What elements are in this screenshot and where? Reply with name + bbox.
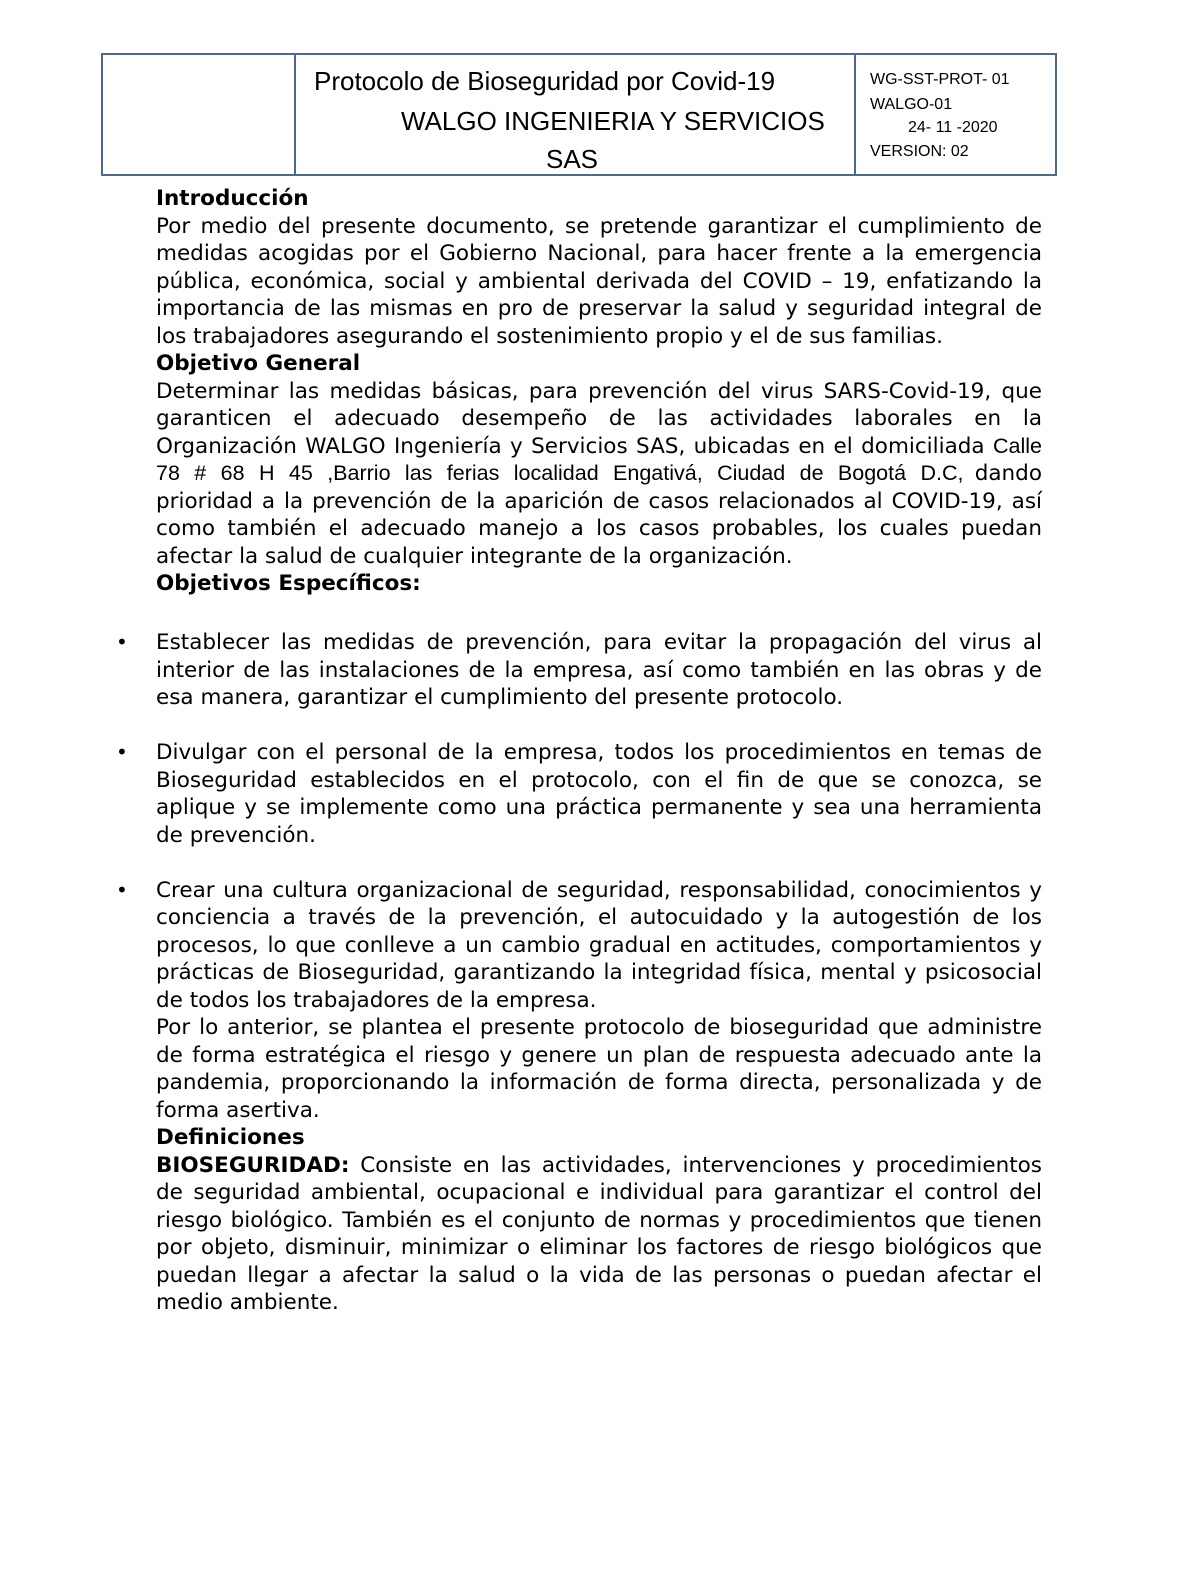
- list-item-text: Divulgar con el personal de la empresa, todos los procedimientos en temas de Bioseguridad establecidos en el protocolo, con el fin de que se conozca, se aplique y se implemente como una práctica permanente y sea una herramienta de prevención.: [156, 740, 1042, 848]
- general-objective-paragraph: [156, 378, 1042, 571]
- definition-term: BIOSEGURIDAD:: [156, 1152, 350, 1178]
- logo-cell: [103, 55, 296, 174]
- intro-paragraph: Por medio del presente documento, se pretende garantizar el cumplimiento de medidas acogidas por el Gobierno Nacional, para hacer frente a la emergencia pública, económica, social y ambiental derivada del COVID – 19, enfatizando la importancia de las mismas en pro de preservar la salud y seguridad integral de los trabajadores asegurando el sostenimiento propio y el de sus familias.: [156, 213, 1042, 349]
- list-item-text: Establecer las medidas de prevención, para evitar la propagación del virus al interior de las instalaciones de la empresa, así como también en las obras y de esa manera, garantizar el cumplimiento del presente protocolo.: [156, 630, 1042, 710]
- document-header-table: [101, 53, 1057, 176]
- bullet-icon: •: [116, 630, 128, 654]
- list-item-text: Crear una cultura organizacional de seguridad, responsabilidad, conocimientos y conciencia a través de la prevención, el autocuidado y la autogestión de los procesos, lo que conlleve a un cambio gradual en actitudes, comportamientos y prácticas de Bioseguridad, garantizando la integridad física, mental y psicosocial de todos los trabajadores de la empresa.: [156, 877, 1042, 1013]
- header-title-cell: [296, 55, 856, 174]
- specific-objectives-list: [116, 629, 1042, 1014]
- document-body: [116, 185, 1042, 1317]
- bullet-icon: •: [116, 740, 128, 764]
- header-code-cell: [856, 55, 1055, 174]
- list-item: [116, 739, 1042, 849]
- definition-paragraph: [156, 1152, 1042, 1317]
- document-date: 24- 11 -2020: [908, 119, 998, 136]
- general-objective-text-after: dando prioridad a la prevención de la aparición de casos relacionados al COVID-19, así como también el adecuado manejo a los casos probables, los cuales puedan afectar la salud de cualquier integrante de la organización.: [156, 461, 1042, 569]
- definition-text: Consiste en las actividades, intervenciones y procedimientos de seguridad ambiental, ocupacional e individual para garantizar el control del riesgo biológico. También es el conjunto de normas y procedimientos que tienen por objeto, disminuir, minimizar o eliminar los factores de riesgo biológicos que puedan llegar a afectar la salud o la vida de las personas o puedan afectar el medio ambiente.: [156, 1152, 1042, 1315]
- header-title-line3: SAS: [546, 144, 599, 174]
- company-code: WALGO-01: [870, 96, 953, 113]
- header-title-line1: Protocolo de Bioseguridad por Covid-19: [314, 66, 776, 96]
- definitions-heading: Definiciones: [156, 1125, 305, 1150]
- intro-heading: Introducción: [156, 186, 309, 211]
- document-version: VERSION: 02: [870, 143, 969, 160]
- general-objective-heading: Objetivo General: [156, 351, 361, 376]
- general-objective-text-before: Determinar las medidas básicas, para prevención del virus SARS-Covid-19, que garanticen el adecuado desempeño de las actividades laborales en la Organización WALGO Ingeniería y Servicios SAS, ubicadas en el domiciliada: [156, 378, 1042, 459]
- specific-objectives-closing: Por lo anterior, se plantea el presente protocolo de bioseguridad que administre de forma estratégica el riesgo y genere un plan de respuesta adecuado ante la pandemia, proporcionando la información de forma directa, personalizada y de forma asertiva.: [156, 1015, 1042, 1123]
- header-title-line2: WALGO INGENIERIA Y SERVICIOS: [401, 106, 825, 136]
- company-address: Calle 78 # 68 H 45 ,Barrio las ferias localidad Engativá, Ciudad de Bogotá D.C,: [156, 433, 1042, 485]
- document-code: WG-SST-PROT- 01: [870, 71, 1010, 88]
- list-item: [116, 877, 1042, 1015]
- list-item: [116, 629, 1042, 712]
- bullet-icon: •: [116, 877, 128, 902]
- specific-objectives-heading: Objetivos Específicos:: [156, 571, 421, 596]
